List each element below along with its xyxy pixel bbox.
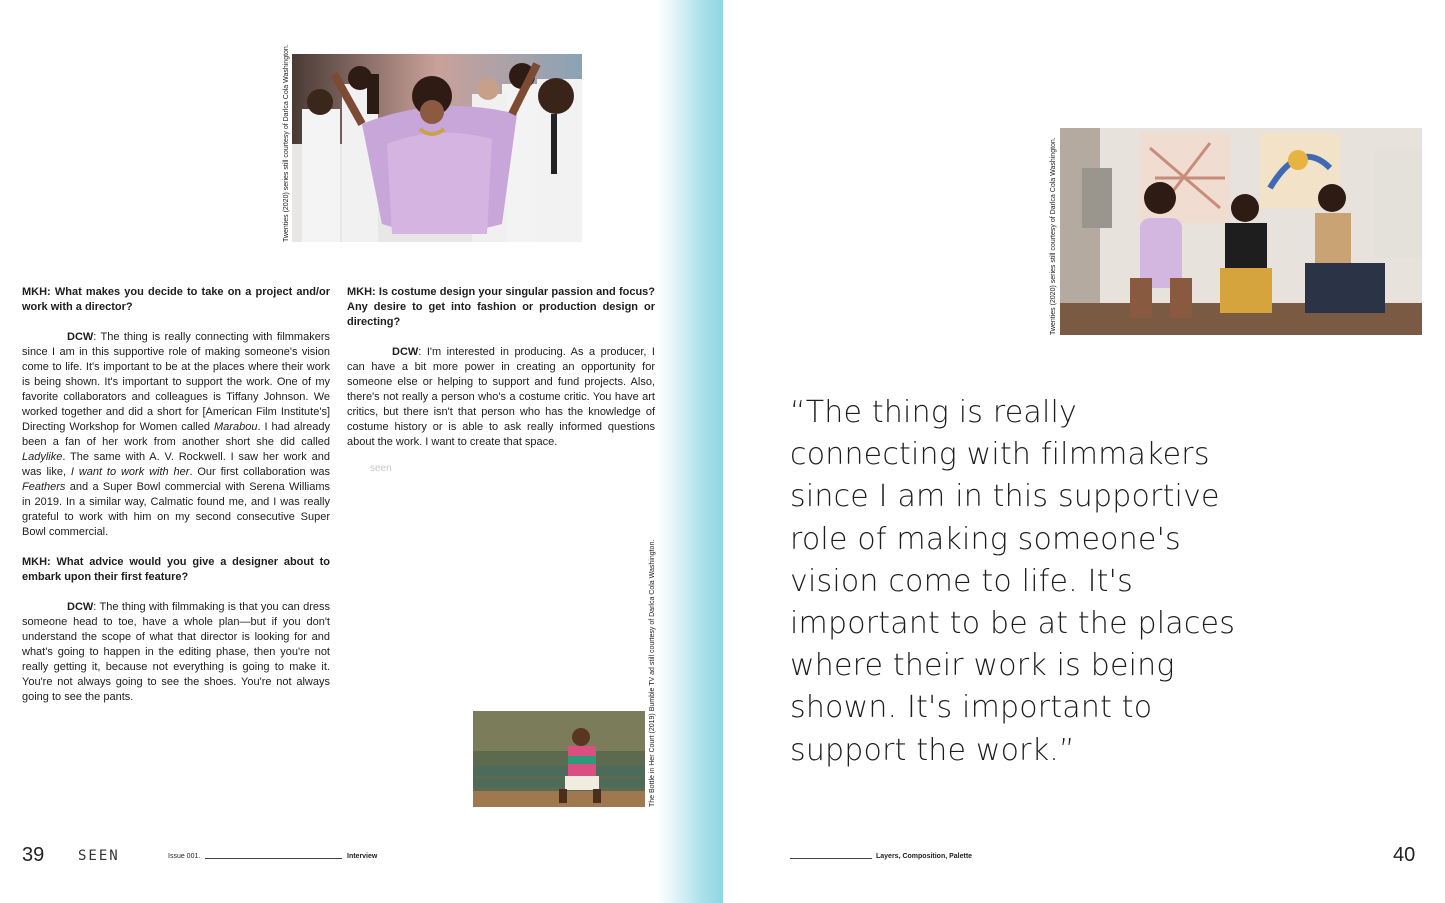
answer-text: : The thing with filmmaking is that you can dress someone head to toe, have a whole plan—but if you don't understand the scope of what that director is looking for and what's going to happen in the editing phase, then you're not really getting it, because not everything is going to make it. You're not always going to see the shoes. You're not always going to see the pants.	[22, 601, 330, 703]
answer-2	[22, 600, 330, 705]
film-title: Marabou	[214, 421, 258, 433]
film-title: Ladylike	[22, 451, 63, 463]
question-1: MKH: What makes you decide to take on a project and/or work with a director?	[22, 286, 330, 313]
answer-3	[347, 345, 655, 450]
footer-rule-right	[790, 858, 872, 859]
answer-text: : The thing is really connecting with filmmakers since I am in this supportive role of making someone's vision come to life. It's important to be at the places where their work is being shown. It's important to support the work. One of my favorite collaborators and colleagues is Tiffany Johnson. We worked together and did a short for [American Film Institute's] Directing Workshop for Women called	[22, 331, 330, 433]
photo-caption-bottom: The Bottle in Her Court (2019) Bumble TV ad still courtesy of Darlca Cola Washington.	[649, 539, 656, 807]
question-3: MKH: Is costume design your singular passion and focus? Any desire to get into fashion or production design or directing?	[347, 286, 655, 328]
section-label-right: Layers, Composition, Palette	[876, 853, 973, 860]
column-2	[347, 285, 655, 450]
photo-caption-right: Twenties (2020) series still courtesy of Darlca Cola Washington.	[1050, 137, 1057, 335]
film-title: Feathers	[22, 481, 66, 493]
page-number-right: 40	[1393, 844, 1416, 866]
page-number-left: 39	[22, 844, 45, 866]
speaker-label: DCW	[67, 601, 94, 613]
answer-1	[22, 330, 330, 540]
question-2: MKH: What advice would you give a designer about to embark upon their first feature?	[22, 556, 330, 583]
speaker-label: DCW	[392, 346, 419, 358]
emphasis-text: I want to work with her	[70, 466, 190, 478]
seen-logo: SEEN	[78, 848, 120, 864]
seen-watermark: seen	[370, 463, 392, 474]
pull-quote: “The thing is really connecting with filmmakers since I am in this supportive role of making someone's vision come to life. It's important to be at the places where their work is being shown. It's important to support the work.”	[790, 395, 1236, 768]
photo-gallery-bench	[1060, 128, 1422, 335]
photo-choir-singer	[292, 54, 582, 242]
footer-rule-left	[205, 858, 342, 859]
column-1	[22, 285, 330, 705]
speaker-label: DCW	[67, 331, 94, 343]
section-label-left: Interview	[347, 853, 378, 860]
page-gutter	[657, 0, 723, 903]
issue-label: Issue 001.	[168, 853, 201, 860]
answer-text: . The same with A. V. Rockwell. I saw her work and was like,	[22, 451, 330, 478]
photo-bench-boy	[473, 711, 645, 807]
answer-text: . Our first collaboration was	[189, 466, 330, 478]
answer-text: and a Super Bowl commercial with Serena Williams in 2019. In a similar way, Calmatic found me, and I was really grateful to work with him on my second consecutive Super Bowl commercial.	[22, 481, 330, 538]
answer-text: . I had already been a fan of her work from another short she did called	[22, 421, 330, 448]
answer-text: : I'm interested in producing. As a producer, I can have a bit more power in creating an opportunity for someone else or helping to support and fund projects. Also, there's not really a person who's a costume critic. You have art critics, but there isn't that person who has the knowledge of costume history or is able to ask really informed questions about the work. I want to create that space.	[347, 346, 655, 448]
photo-caption-top-left: Twenties (2020) series still courtesy of Darlca Cola Washington.	[283, 44, 290, 242]
